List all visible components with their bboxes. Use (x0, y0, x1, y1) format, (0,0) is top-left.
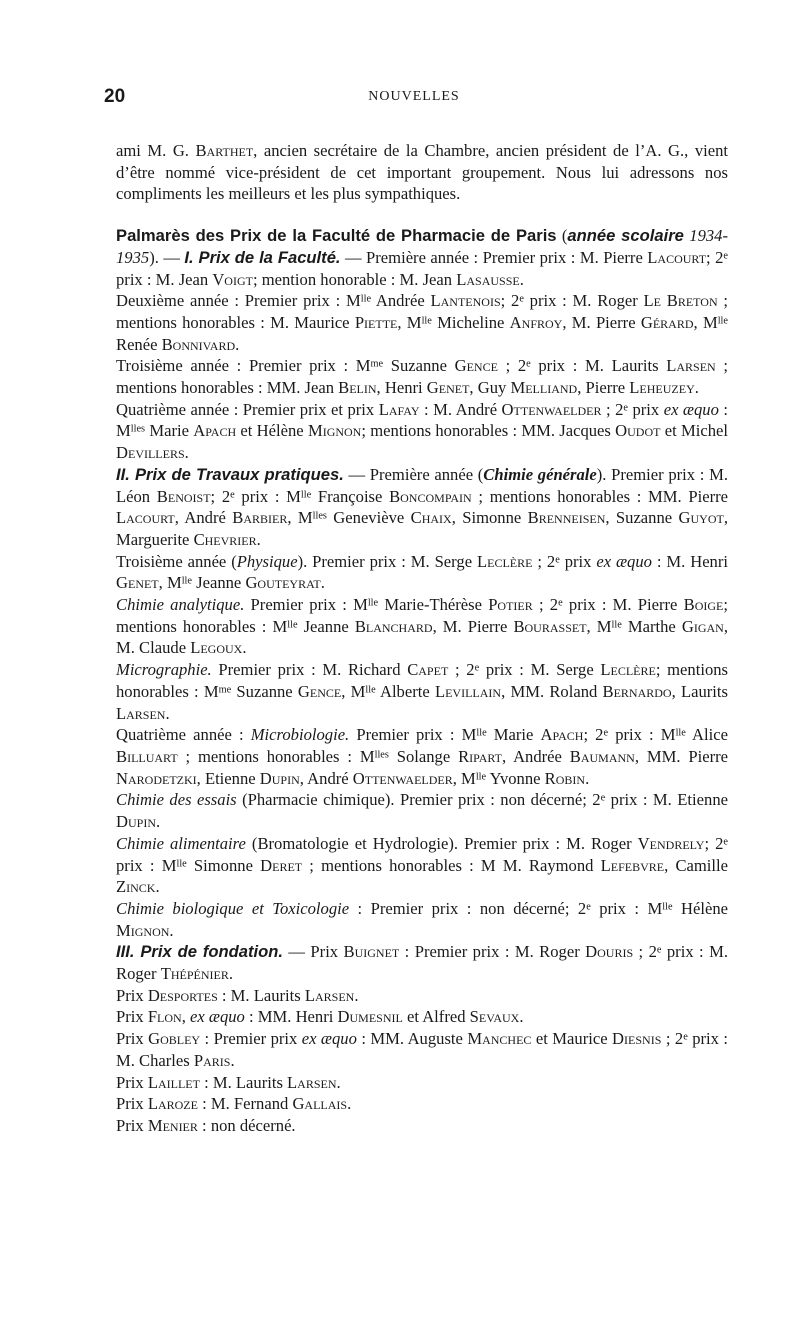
text-run: ex æquo (663, 399, 719, 419)
text-run: . (347, 1094, 352, 1114)
text-run: Larsen (666, 356, 716, 376)
text-run: Suzanne (383, 356, 455, 376)
paragraph (116, 985, 728, 1007)
paragraph (116, 399, 728, 464)
text-run: , Henri (376, 378, 427, 398)
text-run: Prix (116, 1072, 148, 1092)
text-run: : M. Laurits (217, 985, 305, 1005)
text-run: Barthet (195, 141, 254, 160)
text-run: Palmarès des Prix de la Faculté de Pharmacie de Paris (116, 226, 557, 246)
text-run: prix : M. Roger (523, 291, 644, 311)
text-run: : M (116, 399, 728, 441)
text-run: Prix (116, 1007, 148, 1027)
text-run: Chevrier (193, 529, 257, 549)
text-run: . (519, 1007, 524, 1027)
text-run: Buignet (343, 942, 400, 962)
text-run: Le Breton (643, 291, 718, 311)
text-run: lle (287, 619, 298, 631)
text-run: Chimie des essais (116, 790, 237, 810)
text-run: e (723, 836, 728, 848)
text-run: ex æquo (596, 551, 652, 571)
text-run: . (228, 964, 233, 984)
text-run: ; 2 (706, 247, 724, 267)
text-run: Diesnis (612, 1029, 662, 1049)
text-run: Douris (585, 942, 634, 962)
text-run: Legoux (190, 638, 243, 658)
text-run: Robin (544, 768, 586, 788)
text-run: e (723, 250, 728, 262)
text-run: Chaix (410, 508, 452, 528)
text-run: Gobley (148, 1029, 201, 1049)
paragraph (116, 1093, 728, 1115)
text-run: Genet (426, 378, 470, 398)
text-run: e (656, 944, 662, 956)
text-run: Lefebvre (600, 855, 665, 875)
text-run: ex æquo (190, 1007, 245, 1027)
text-run: ). Premier prix : M. Serge (297, 551, 477, 571)
text-run: Ottenwaelder (352, 768, 453, 788)
text-run: lles (374, 749, 389, 761)
text-run: III. Prix de fondation. (116, 942, 283, 962)
text-run: — Première année ( (343, 464, 484, 484)
text-run: ; mentions honorables : MM. Jacques (361, 421, 616, 441)
paragraph (116, 898, 728, 941)
text-run: e (586, 901, 591, 913)
text-run: e (558, 597, 563, 609)
text-run: prix : M (116, 855, 177, 875)
text-run: prix (559, 551, 597, 571)
text-run: Hélène (672, 898, 728, 918)
text-run: Jeanne (297, 616, 355, 636)
paragraph (116, 789, 728, 832)
text-run: Leclère (600, 660, 656, 680)
text-run: , M (452, 768, 476, 788)
text-run: ( (556, 226, 568, 246)
text-run: . (156, 812, 161, 832)
text-run: Solange (388, 746, 459, 766)
running-title: NOUVELLES (368, 89, 460, 104)
text-run: Baumann (569, 746, 635, 766)
text-run: , M (586, 616, 612, 636)
text-run: . (230, 1050, 235, 1070)
paragraph (116, 290, 728, 355)
text-run: Gence (297, 681, 342, 701)
text-run: Andrée (371, 291, 431, 311)
text-run: Capet (407, 660, 449, 680)
text-run: II. Prix de Travaux pratiques. (116, 464, 344, 484)
text-run: Gallais (292, 1094, 348, 1114)
text-run: prix : M (608, 725, 676, 745)
text-run: . (585, 768, 590, 788)
text-run: ; 2 (210, 486, 231, 506)
text-run: ; mentions honorables : MM. Jean (116, 356, 728, 398)
text-run: Simonne (186, 855, 261, 875)
text-run: lle (675, 727, 686, 739)
text-run: prix : M. Pierre (562, 595, 684, 615)
text-run: . (320, 573, 325, 593)
text-run: . (169, 920, 174, 940)
text-run: Lantenois (430, 291, 501, 311)
text-run: Quatrième année : (116, 725, 251, 745)
text-run: , M. Claude (116, 616, 728, 658)
text-run: — Première année : Premier prix : M. Pierre (340, 247, 648, 267)
text-run: , ancien secrétaire de la Chambre, ancien président de l’A. G., vient d’être nommé vice-président de cet important groupement. Nous lui adressons nos compliments les meilleurs et les plus sympathiques. (116, 141, 728, 204)
text-run: Prix (116, 1029, 149, 1049)
text-run: Laillet (147, 1072, 200, 1092)
text-run: Leheuzey (629, 378, 695, 398)
text-run: Boncompain (389, 486, 472, 506)
text-run: ; mentions honorables : M. Maurice (116, 291, 729, 332)
paragraph (116, 833, 728, 898)
text-run: lle (476, 727, 487, 739)
text-run: : M. Laurits (199, 1072, 288, 1092)
text-run: lle (365, 684, 376, 696)
text-run: Deret (260, 855, 303, 875)
text-run: , M (287, 508, 313, 528)
paragraph (116, 225, 728, 290)
text-run: . (235, 334, 240, 354)
text-run: Sevaux (469, 1007, 520, 1027)
text-run: lle (181, 575, 192, 587)
text-run: Genet (116, 573, 159, 593)
text-run: , M (397, 312, 422, 332)
text-run: Yvonne (486, 768, 545, 788)
text-run: Laroze (147, 1094, 198, 1114)
text-run: ; mentions honorables : M (177, 746, 375, 766)
paragraph (116, 1028, 728, 1071)
text-run: Physique (236, 551, 298, 571)
text-run: Chimie analytique. (116, 595, 245, 615)
text-run: , (181, 1007, 191, 1027)
text-run: Deuxième année : Premier prix : M (116, 291, 361, 311)
text-run: e (230, 488, 235, 500)
text-run: . (242, 638, 247, 658)
text-run: , André (299, 768, 353, 788)
text-run: . (336, 1072, 341, 1092)
text-run: ; mentions honorables : M (116, 660, 728, 701)
paragraph (116, 1115, 728, 1137)
text-run: Boige (683, 595, 724, 615)
text-run: prix : M. Laurits (530, 356, 667, 376)
text-run: lle (367, 597, 379, 609)
text-run: Marie (486, 725, 541, 745)
text-run: . (184, 443, 189, 463)
text-run: lle (300, 488, 312, 500)
text-run: Belin (338, 378, 377, 398)
text-run: — Prix (283, 942, 344, 962)
text-run: (Pharmacie chimique). Premier prix : non décerné; 2 (236, 790, 601, 810)
text-run: Mignon (307, 421, 362, 441)
text-run: ; mentions honorables : M (116, 595, 728, 636)
text-run: ; 2 (532, 551, 556, 571)
text-run: Gouteyrat (245, 573, 321, 593)
text-run: , Laurits (671, 681, 728, 701)
text-run: prix : M. Roger (116, 942, 728, 984)
paragraph (116, 551, 728, 594)
text-run: Lafay (378, 399, 420, 419)
text-run: Zinck (116, 877, 156, 897)
text-run: , MM. Roland (501, 681, 603, 701)
text-run: : Premier prix (200, 1029, 302, 1049)
text-run: année scolaire (567, 226, 684, 246)
text-run: Premier prix : M (244, 595, 368, 615)
text-run: : M. Fernand (197, 1094, 293, 1114)
text-run: e (623, 402, 628, 414)
text-run: , Camille (664, 855, 728, 875)
text-run: . (155, 877, 160, 897)
text-run: ; 2 (661, 1029, 684, 1049)
text-run: ; 2 (497, 356, 527, 376)
paragraph (116, 941, 728, 984)
text-run: Dupin (259, 768, 300, 788)
text-run: Gence (454, 356, 498, 376)
text-run: Voigt (212, 269, 253, 289)
text-run: Prix (116, 1094, 148, 1114)
text-run: Troisième année ( (116, 551, 237, 571)
text-run: Alice (685, 725, 728, 745)
text-run: Ripart (458, 746, 502, 766)
text-run: lle (475, 771, 487, 783)
text-run: Mignon (116, 920, 170, 940)
text-run: Apach (193, 421, 237, 441)
text-run: . (694, 378, 699, 398)
text-run: Chimie générale (483, 464, 597, 484)
text-run: Leclère (476, 551, 533, 571)
text-run: ; 2 (500, 291, 520, 311)
text-run: Larsen (304, 985, 355, 1005)
text-run: prix : M. Jean (116, 269, 213, 289)
text-run: Oudot (615, 421, 661, 441)
text-run: ami M. G. (116, 141, 196, 160)
text-run: ; 2 (583, 725, 604, 745)
text-run: Premier prix : M (349, 725, 477, 745)
text-run: , M (693, 312, 718, 332)
paragraph (116, 659, 728, 724)
paragraph (116, 1072, 728, 1094)
text-run: Manchec (467, 1029, 532, 1049)
paragraph (116, 464, 728, 551)
text-run: . (519, 269, 524, 289)
text-run: , Guy (469, 378, 511, 398)
text-run: Devillers (116, 443, 185, 463)
text-run: ; 2 (448, 660, 475, 680)
text-run: ; mentions honorables : M M. Raymond (302, 855, 601, 875)
text-run: Bernardo (602, 681, 672, 701)
text-run: prix : M. Etienne (605, 790, 728, 810)
text-run: e (683, 1031, 688, 1043)
text-run: Alberte (375, 681, 435, 701)
text-run: Brenneisen (527, 508, 606, 528)
text-run: . (354, 985, 359, 1005)
paragraph (116, 140, 728, 205)
text-run: : M. André (419, 399, 502, 419)
text-run: lle (662, 901, 673, 913)
text-run: Lasausse (456, 269, 520, 289)
text-run: Bonnivard (161, 334, 236, 354)
text-run: Levillain (434, 681, 502, 701)
text-run: Quatrième année : Premier prix et prix (116, 399, 379, 419)
text-run: et Alfred (402, 1007, 470, 1027)
text-run: ; 2 (532, 595, 559, 615)
text-run: Marie (145, 421, 194, 441)
text-run: prix : M (234, 486, 301, 506)
body-text (116, 140, 728, 1137)
text-run: : Premier prix : non décerné; 2 (349, 898, 587, 918)
paragraph (116, 724, 728, 789)
text-run: , Etienne (196, 768, 260, 788)
text-run: Micheline (431, 312, 510, 332)
text-run: Prix (116, 1115, 148, 1135)
text-run: , M (341, 681, 366, 701)
text-run: ; 2 (633, 942, 657, 962)
text-run: : non décerné. (197, 1115, 296, 1135)
text-run: Dupin (116, 812, 156, 832)
text-run: prix : M. Charles (116, 1029, 728, 1070)
text-run: Bourasset (513, 616, 587, 636)
text-run: Ottenwaelder (501, 399, 602, 419)
text-run: , M (158, 573, 182, 593)
text-run: ; mentions honorables : MM. Pierre (471, 486, 729, 506)
text-run: et Michel (660, 421, 728, 441)
text-run: lles (130, 423, 146, 435)
text-run: Marthe (621, 616, 682, 636)
text-run: 1934-1935 (116, 226, 728, 267)
text-run: e (555, 554, 560, 566)
text-run: et Maurice (531, 1029, 613, 1049)
text-run: e (600, 792, 606, 804)
text-run: prix : M. Serge (479, 660, 601, 680)
text-run: Anfroy (509, 312, 563, 332)
text-run: et Hélène (236, 421, 308, 441)
text-run: Desportes (147, 985, 218, 1005)
text-run: Flon (147, 1007, 182, 1027)
text-run: . (256, 529, 261, 549)
text-run: Jeanne (191, 573, 246, 593)
text-run: Lacourt (647, 247, 707, 267)
text-run: Paris (193, 1050, 231, 1070)
text-run: Guyot (678, 508, 724, 528)
text-run: prix (627, 399, 664, 419)
text-run: e (519, 293, 524, 305)
text-run: lle (176, 857, 187, 869)
text-run: . (165, 703, 170, 723)
text-run: , Marguerite (116, 508, 728, 549)
text-run: Thépénier (160, 964, 229, 984)
text-run: e (526, 358, 531, 370)
text-run: ; mention honorable : M. Jean (252, 269, 457, 289)
text-run: me (218, 684, 232, 696)
text-run: ; 2 (704, 833, 724, 853)
text-run: , Suzanne (605, 508, 679, 528)
text-run: lle (611, 619, 622, 631)
text-run: , M. Pierre (562, 312, 641, 332)
text-run: Lacourt (116, 508, 175, 528)
text-run: Micrographie. (116, 660, 212, 680)
text-run: Gigan (681, 616, 724, 636)
text-run: Troisième année : Premier prix : M (116, 356, 371, 376)
text-run: Suzanne (231, 681, 298, 701)
text-run: : MM. Henri (244, 1007, 338, 1027)
text-run: lle (717, 315, 728, 327)
text-run: Narodetzki (116, 768, 197, 788)
text-run: e (474, 662, 480, 674)
text-run: , M. Pierre (432, 616, 514, 636)
text-run: Benoist (156, 486, 211, 506)
text-run: Chimie alimentaire (116, 833, 246, 853)
text-run: Piette (354, 312, 398, 332)
text-run: lles (312, 510, 327, 522)
text-run: , Pierre (577, 378, 630, 398)
text-run: Vendrely (637, 833, 705, 853)
text-run: Billuart (116, 746, 178, 766)
text-run: ). — (149, 247, 185, 267)
paragraph (116, 355, 728, 398)
text-run: Larsen (116, 703, 166, 723)
text-run: Geneviève (326, 508, 411, 528)
text-run: , Andrée (501, 746, 570, 766)
text-run: ; 2 (601, 399, 624, 419)
text-run: Marie-Thérèse (378, 595, 489, 615)
text-run: Larsen (287, 1072, 337, 1092)
text-run: e (603, 727, 609, 739)
text-run: ex æquo (301, 1029, 357, 1049)
text-run: , André (174, 508, 233, 528)
text-run: , Simonne (451, 508, 528, 528)
text-run: Menier (147, 1115, 198, 1135)
text-run: Dumesnil (337, 1007, 403, 1027)
text-run: lle (360, 293, 372, 305)
text-run: Melliand (510, 378, 578, 398)
text-run: Prix (116, 985, 148, 1005)
text-run: Premier prix : M. Richard (211, 660, 408, 680)
text-run: Apach (540, 725, 584, 745)
text-run: me (370, 358, 384, 370)
text-run: Chimie biologique et Toxicologie (116, 898, 350, 918)
text-run: , MM. Pierre (634, 746, 728, 766)
text-run: Gérard (640, 312, 694, 332)
text-run: I. Prix de la Faculté. (184, 247, 341, 267)
page-header (104, 86, 724, 110)
text-run: lle (421, 315, 432, 327)
text-run: prix : M (590, 898, 663, 918)
text-run: Potier (488, 595, 533, 615)
text-run: Renée (116, 334, 162, 354)
text-run: (Bromatologie et Hydrologie). Premier prix : M. Roger (245, 833, 638, 853)
paragraph (116, 594, 728, 659)
text-run: Blanchard (354, 616, 433, 636)
text-run: Barbier (232, 508, 288, 528)
page-number: 20 (104, 86, 126, 107)
text-run: Françoise (311, 486, 390, 506)
text-run: : MM. Auguste (356, 1029, 468, 1049)
text-run: ). Premier prix : M. Léon (116, 464, 728, 506)
paragraph (116, 1006, 728, 1028)
text-run: : M. Henri (651, 551, 728, 571)
text-run: Microbiologie. (250, 725, 350, 745)
text-run: : Premier prix : M. Roger (399, 942, 586, 962)
